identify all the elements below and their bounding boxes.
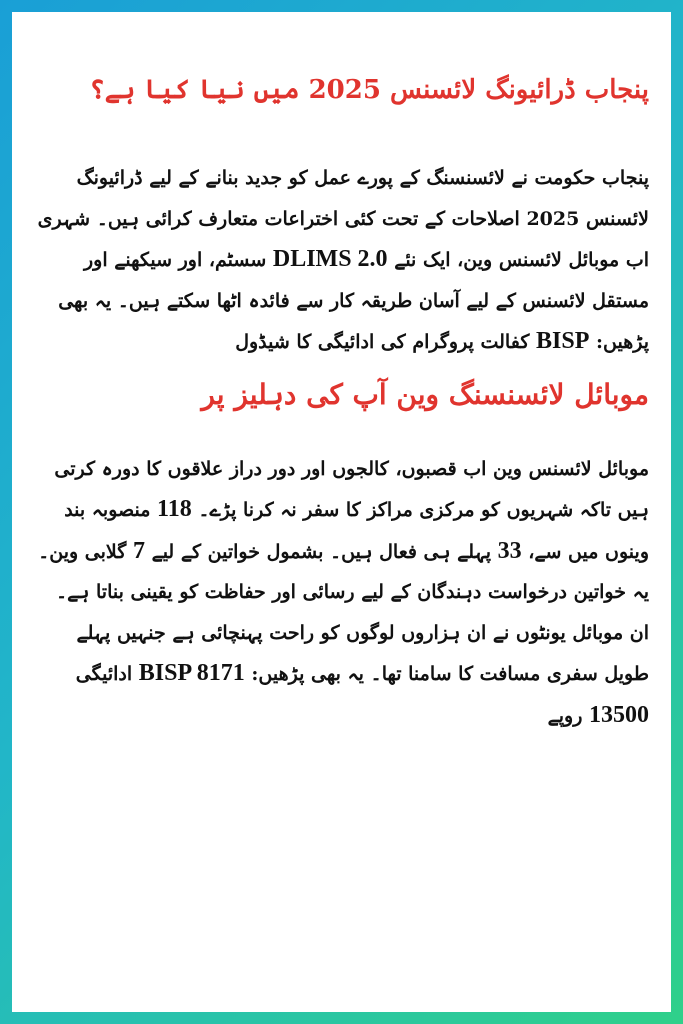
body-number-118: 118 [157, 496, 192, 522]
intro-text-2: سسٹم، اور سیکھنے اور مستقل لائسنس کے لیے آسان طریقہ کار سے فائدہ اٹھا سکتے ہیں۔ یہ بھی پڑھیں: [58, 249, 649, 353]
body-number-13500[interactable]: 13500 [589, 701, 649, 728]
section-title: موبائل لائسنسنگ وین آپ کی دہلیز پر [201, 377, 649, 411]
body-paragraph [34, 449, 649, 737]
body-bisp-code[interactable]: BISP 8171 [138, 660, 245, 686]
article-panel [12, 12, 671, 1012]
body-number-33: 33 [497, 537, 522, 564]
body-text-6[interactable]: روپے [547, 704, 583, 727]
intro-system-code: DLIMS 2.0 [272, 246, 388, 272]
intro-bisp-link[interactable]: BISP [536, 328, 590, 354]
body-text-4: گلابی وین۔ یہ خواتین درخواست دہندگان کے لیے رسائی اور حفاظت کو یقینی بناتا ہے۔ ان موبائل یونٹوں نے ان ہزاروں لوگوں کو راحت پہنچائی ہے جنہیں پہلے طویل سفری مسافت کا سامنا تھا۔ یہ بھی پڑھیں: [38, 540, 649, 685]
intro-text-3[interactable]: کفالت پروگرام کی ادائیگی کا شیڈول [235, 331, 530, 353]
body-number-7: 7 [132, 537, 145, 564]
body-text-1: موبائل لائسنس وین اب قصبوں، کالجوں اور دور دراز علاقوں کا دورہ کرتی ہیں تاکہ شہریوں کو مرکزی مراکز کا سفر نہ کرنا پڑے۔ [54, 457, 649, 521]
article-title: پنجاب ڈرائیونگ لائسنس 2025 میں نیا کیا ہے؟ [89, 75, 649, 105]
body-text-3: پہلے ہی فعال ہیں۔ بشمول خواتین کے لیے [151, 540, 491, 563]
intro-text-1: پنجاب حکومت نے لائسنسنگ کے پورے عمل کو جدید بنانے کے لیے ڈرائیونگ لائسنس 2025 اصلاحات کے تحت کئی اختراعات متعارف کرائی ہیں۔ شہری اب موبائل لائسنس وین، ایک نئے [37, 167, 649, 271]
body-text-5[interactable]: ادائیگی [75, 663, 133, 685]
body-text-2: منصوبہ بند وینوں میں سے، [64, 499, 649, 563]
intro-paragraph [34, 158, 649, 363]
